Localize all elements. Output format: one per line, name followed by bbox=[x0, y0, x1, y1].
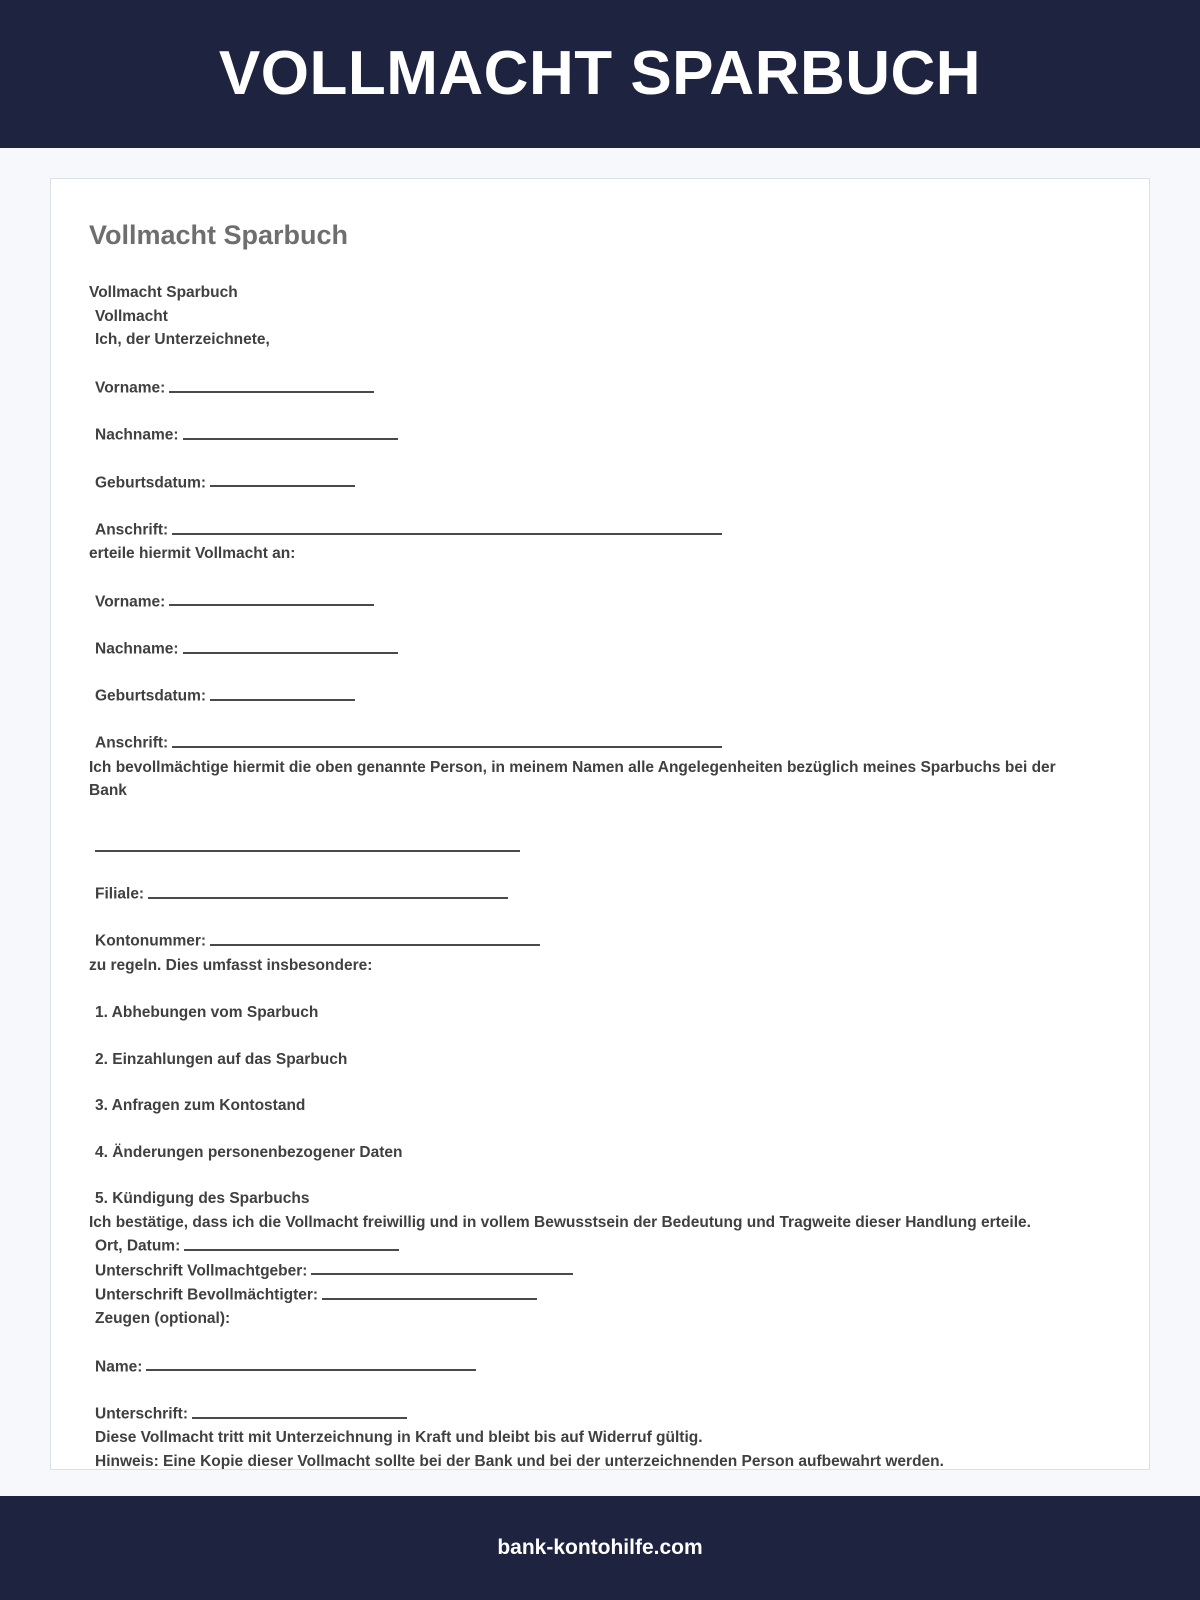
field-blank-line[interactable] bbox=[322, 1283, 537, 1300]
field-row-nachname-grantor bbox=[89, 423, 1111, 447]
field-label: Nachname: bbox=[95, 427, 179, 445]
validity-note: Diese Vollmacht tritt mit Unterzeichnung in Kraft und bleibt bis auf Widerruf gültig. bbox=[95, 1429, 703, 1447]
field-blank-line[interactable] bbox=[210, 471, 355, 488]
field-blank-line[interactable] bbox=[169, 376, 374, 393]
confirmation-paragraph: Ich bestätige, dass ich die Vollmacht freiwillig und in vollem Bewusstsein der Bedeutung und Tragweite dieser Handlung erteile. bbox=[89, 1213, 1031, 1231]
field-label: Nachname: bbox=[95, 640, 179, 658]
field-label: Unterschrift Bevollmächtigter: bbox=[95, 1286, 319, 1304]
list-item: 2. Einzahlungen auf das Sparbuch bbox=[95, 1050, 348, 1068]
field-row-witness-name bbox=[89, 1355, 1111, 1379]
footer-site-name: bank-kontohilfe.com bbox=[497, 1536, 703, 1559]
hint-note: Hinweis: Eine Kopie dieser Vollmacht sollte bei der Bank und bei der unterzeichnenden Person aufbewahrt werden. bbox=[95, 1452, 944, 1470]
scope-list bbox=[89, 1001, 1111, 1211]
field-row-vorname-grantor bbox=[89, 376, 1111, 400]
confirmation-block bbox=[89, 1211, 1111, 1331]
field-label: Geburtsdatum: bbox=[95, 474, 207, 492]
field-blank-line[interactable] bbox=[210, 684, 355, 701]
authorization-paragraph: Ich bevollmächtige hiermit die oben genannte Person, in meinem Namen alle Angelegenheiten bezüglich meines Sparbuchs bei der Bank bbox=[89, 758, 1056, 800]
document-body bbox=[89, 281, 1111, 1470]
page-header-banner bbox=[0, 0, 1200, 148]
closing-notes bbox=[89, 1426, 1111, 1470]
spacer bbox=[89, 352, 1111, 376]
field-blank-line[interactable] bbox=[172, 518, 722, 535]
field-blank-line[interactable] bbox=[184, 1234, 399, 1251]
witness-fields-group bbox=[89, 1355, 1111, 1427]
field-label: Ort, Datum: bbox=[95, 1238, 181, 1256]
intro-block bbox=[89, 281, 1111, 352]
spacer bbox=[89, 803, 1111, 835]
field-blank-line[interactable] bbox=[146, 1355, 476, 1372]
spacer bbox=[89, 977, 1111, 1001]
field-row-geburtsdatum-agent bbox=[89, 684, 1111, 708]
field-label: Anschrift: bbox=[95, 521, 169, 539]
agent-fields-group bbox=[89, 590, 1111, 803]
list-item: 4. Änderungen personenbezogener Daten bbox=[95, 1143, 403, 1161]
field-row-nachname-agent bbox=[89, 637, 1111, 661]
field-row-anschrift-grantor bbox=[89, 518, 1111, 542]
spacer bbox=[89, 566, 1111, 590]
field-blank-line[interactable] bbox=[311, 1259, 573, 1276]
list-item: 1. Abhebungen vom Sparbuch bbox=[95, 1004, 319, 1022]
field-label: Unterschrift: bbox=[95, 1405, 189, 1423]
field-blank-line[interactable] bbox=[148, 882, 508, 899]
scope-intro-line: zu regeln. Dies umfasst insbesondere: bbox=[89, 956, 373, 974]
field-blank-line[interactable] bbox=[183, 423, 398, 440]
field-row-kontonummer bbox=[89, 929, 1111, 953]
field-row-geburtsdatum-grantor bbox=[89, 471, 1111, 495]
list-item: 3. Anfragen zum Kontostand bbox=[95, 1097, 306, 1115]
field-label: Vorname: bbox=[95, 379, 166, 397]
list-item: 5. Kündigung des Sparbuchs bbox=[95, 1190, 310, 1208]
document-heading: Vollmacht Sparbuch bbox=[89, 220, 349, 250]
field-label: Geburtsdatum: bbox=[95, 687, 207, 705]
field-row-witness-unterschrift bbox=[89, 1402, 1111, 1426]
page-title: VOLLMACHT SPARBUCH bbox=[218, 39, 982, 108]
field-blank-line[interactable] bbox=[172, 731, 722, 748]
grantor-fields-group bbox=[89, 376, 1111, 566]
spacer bbox=[89, 1331, 1111, 1355]
intro-line-title: Vollmacht Sparbuch bbox=[89, 284, 238, 302]
field-row-ort-datum bbox=[89, 1234, 1111, 1258]
field-blank-line[interactable] bbox=[183, 637, 398, 654]
bank-fields-group bbox=[89, 882, 1111, 977]
field-row-filiale bbox=[89, 882, 1111, 906]
page-content-area bbox=[0, 148, 1200, 1496]
field-label: Name: bbox=[95, 1358, 143, 1376]
grant-to-line: erteile hiermit Vollmacht an: bbox=[89, 545, 296, 563]
intro-line-vollmacht: Vollmacht bbox=[95, 307, 168, 325]
field-row-unterschrift-bevollmaechtigter bbox=[89, 1283, 1111, 1307]
bank-name-blank-row bbox=[89, 835, 1111, 859]
field-label: Vorname: bbox=[95, 593, 166, 611]
field-blank-line[interactable] bbox=[169, 590, 374, 607]
witness-heading: Zeugen (optional): bbox=[95, 1310, 231, 1328]
field-row-anschrift-agent bbox=[89, 731, 1111, 755]
page-footer bbox=[0, 1496, 1200, 1600]
field-label: Unterschrift Vollmachtgeber: bbox=[95, 1262, 308, 1280]
field-blank-line[interactable] bbox=[192, 1402, 407, 1419]
field-label: Filiale: bbox=[95, 885, 145, 903]
document-card bbox=[50, 178, 1150, 1470]
field-blank-line[interactable] bbox=[210, 929, 540, 946]
intro-line-unterzeichnete: Ich, der Unterzeichnete, bbox=[95, 331, 270, 349]
bank-name-blank-line[interactable] bbox=[95, 835, 520, 852]
field-label: Kontonummer: bbox=[95, 933, 207, 951]
field-row-unterschrift-vollmachtgeber bbox=[89, 1259, 1111, 1283]
field-row-vorname-agent bbox=[89, 590, 1111, 614]
field-label: Anschrift: bbox=[95, 735, 169, 753]
